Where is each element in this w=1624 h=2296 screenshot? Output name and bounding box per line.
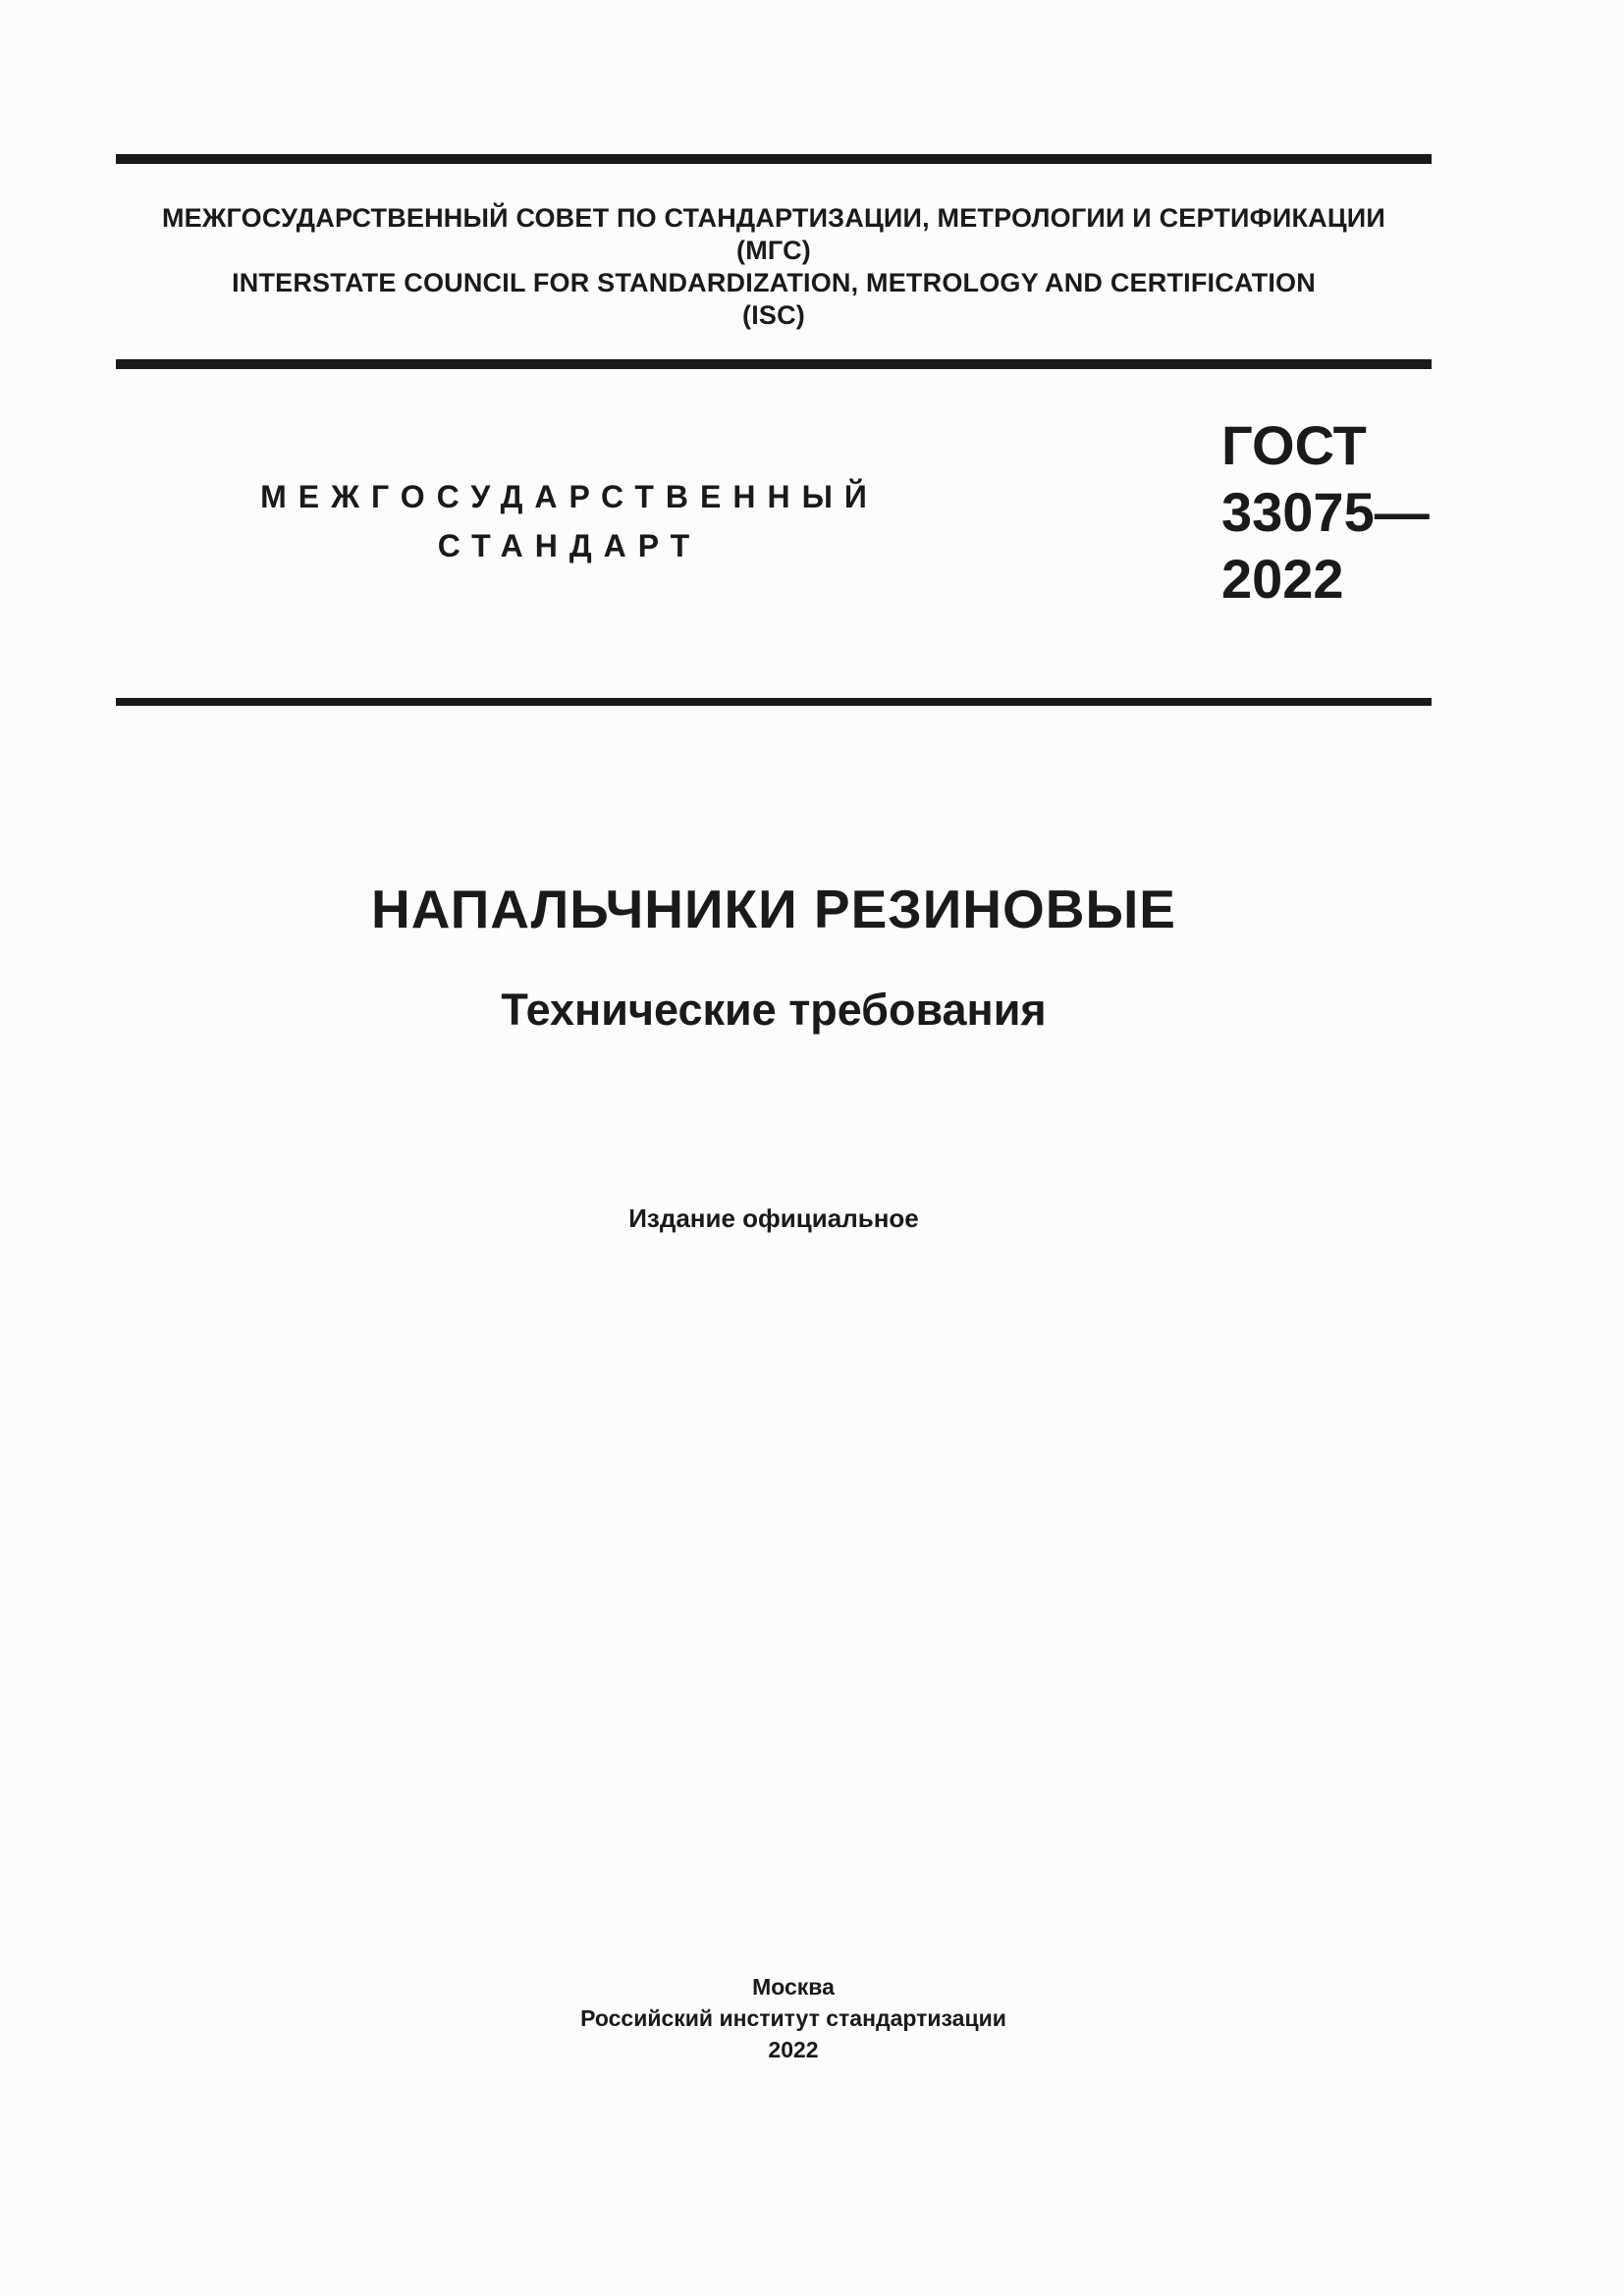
top-rule: [116, 154, 1432, 164]
standard-type-line1: МЕЖГОСУДАРСТВЕННЫЙ: [260, 479, 879, 514]
gost-prefix: ГОСТ: [1221, 414, 1367, 476]
document-subtitle: Технические требования: [501, 985, 1047, 1035]
council-name-en: INTERSTATE COUNCIL FOR STANDARDIZATION, METROLOGY AND CERTIFICATION: [232, 268, 1316, 297]
gost-year: 2022: [1221, 548, 1344, 610]
standard-type-line2: СТАНДАРТ: [437, 528, 702, 563]
imprint-city: Москва: [752, 1974, 835, 2000]
imprint-publisher: Российский институт стандартизации: [580, 2005, 1006, 2031]
bottom-rule: [116, 698, 1432, 706]
standard-type: [226, 472, 913, 570]
document-title: НАПАЛЬЧНИКИ РЕЗИНОВЫЕ: [370, 879, 1176, 939]
imprint-year: 2022: [768, 2037, 819, 2062]
edition-note: Издание официальное: [628, 1203, 919, 1233]
middle-rule: [116, 359, 1432, 369]
council-header: [116, 202, 1432, 332]
council-abbr-en: (ISC): [742, 300, 805, 330]
council-abbr-ru: (МГС): [736, 236, 811, 265]
council-name-ru: МЕЖГОСУДАРСТВЕННЫЙ СОВЕТ ПО СТАНДАРТИЗАЦИИ, МЕТРОЛОГИИ И СЕРТИФИКАЦИИ: [161, 203, 1386, 233]
gost-designation: [1221, 412, 1430, 613]
gost-number: 33075—: [1221, 481, 1430, 543]
imprint: [273, 1971, 1314, 2065]
